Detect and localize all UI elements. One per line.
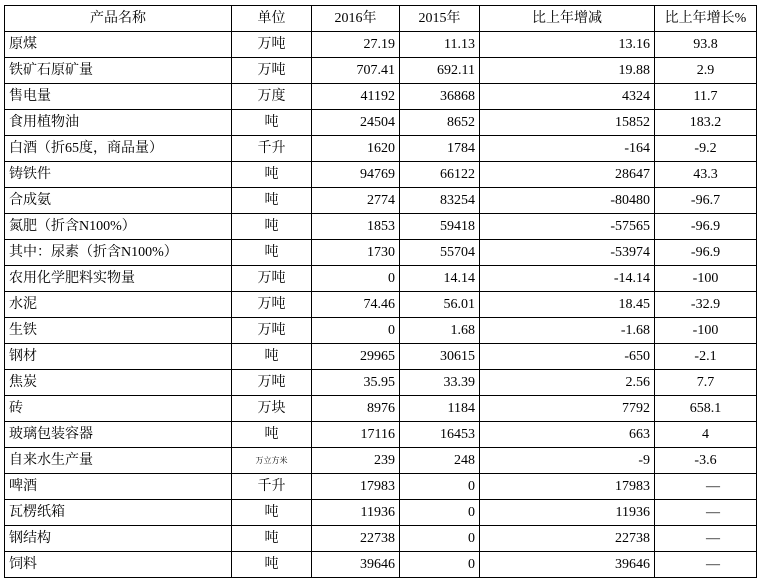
cell-growth-value: — [655, 526, 757, 552]
cell-product-name: 合成氨 [5, 188, 232, 214]
cell-2015-value: 30615 [400, 344, 480, 370]
cell-change-value: 11936 [480, 500, 655, 526]
cell-unit: 吨 [232, 500, 312, 526]
cell-2015-value: 14.14 [400, 266, 480, 292]
cell-growth-value: -96.9 [655, 214, 757, 240]
cell-unit: 吨 [232, 162, 312, 188]
cell-2015-value: 0 [400, 526, 480, 552]
cell-change-value: 7792 [480, 396, 655, 422]
table-row [5, 110, 757, 136]
cell-product-name: 自来水生产量 [5, 448, 232, 474]
cell-2015-value: 0 [400, 552, 480, 578]
table-row [5, 396, 757, 422]
cell-2015-value: 0 [400, 500, 480, 526]
cell-change-value: -53974 [480, 240, 655, 266]
table-row [5, 344, 757, 370]
cell-product-name: 农用化学肥料实物量 [5, 266, 232, 292]
cell-change-value: 2.56 [480, 370, 655, 396]
cell-unit: 万吨 [232, 370, 312, 396]
cell-2016-value: 74.46 [312, 292, 400, 318]
cell-2016-value: 1620 [312, 136, 400, 162]
table-header [5, 6, 757, 32]
cell-2015-value: 36868 [400, 84, 480, 110]
table-body [5, 32, 757, 578]
cell-2016-value: 41192 [312, 84, 400, 110]
table-row [5, 474, 757, 500]
cell-growth-value: 7.7 [655, 370, 757, 396]
table-row [5, 58, 757, 84]
cell-product-name: 白酒（折65度，商品量） [5, 136, 232, 162]
cell-product-name: 食用植物油 [5, 110, 232, 136]
cell-2015-value: 66122 [400, 162, 480, 188]
cell-change-value: 4324 [480, 84, 655, 110]
cell-product-name: 瓦楞纸箱 [5, 500, 232, 526]
table-row [5, 188, 757, 214]
table-row [5, 448, 757, 474]
table-row [5, 292, 757, 318]
cell-2015-value: 83254 [400, 188, 480, 214]
table-row [5, 552, 757, 578]
header-2015: 2015年 [400, 6, 480, 32]
cell-unit: 吨 [232, 552, 312, 578]
cell-growth-value: 11.7 [655, 84, 757, 110]
cell-unit: 万立方米 [232, 448, 312, 474]
cell-change-value: 13.16 [480, 32, 655, 58]
cell-product-name: 售电量 [5, 84, 232, 110]
cell-product-name: 铸铁件 [5, 162, 232, 188]
cell-change-value: 18.45 [480, 292, 655, 318]
cell-product-name: 氮肥（折含N100%） [5, 214, 232, 240]
table-row [5, 266, 757, 292]
cell-unit: 万块 [232, 396, 312, 422]
cell-product-name: 焦炭 [5, 370, 232, 396]
header-row [5, 6, 757, 32]
cell-2016-value: 22738 [312, 526, 400, 552]
cell-2016-value: 1730 [312, 240, 400, 266]
cell-change-value: -164 [480, 136, 655, 162]
header-growth: 比上年增长% [655, 6, 757, 32]
cell-change-value: -80480 [480, 188, 655, 214]
cell-product-name: 啤酒 [5, 474, 232, 500]
cell-2015-value: 1784 [400, 136, 480, 162]
header-unit: 单位 [232, 6, 312, 32]
cell-growth-value: -32.9 [655, 292, 757, 318]
cell-2016-value: 2774 [312, 188, 400, 214]
cell-unit: 吨 [232, 214, 312, 240]
table-row [5, 136, 757, 162]
cell-2016-value: 239 [312, 448, 400, 474]
cell-change-value: 28647 [480, 162, 655, 188]
header-change: 比上年增减 [480, 6, 655, 32]
cell-product-name: 玻璃包装容器 [5, 422, 232, 448]
cell-product-name: 其中：尿素（折含N100%） [5, 240, 232, 266]
cell-2016-value: 27.19 [312, 32, 400, 58]
cell-2016-value: 94769 [312, 162, 400, 188]
cell-2016-value: 24504 [312, 110, 400, 136]
cell-unit: 万吨 [232, 32, 312, 58]
cell-2016-value: 29965 [312, 344, 400, 370]
cell-2016-value: 11936 [312, 500, 400, 526]
cell-unit: 吨 [232, 526, 312, 552]
cell-growth-value: 93.8 [655, 32, 757, 58]
cell-unit: 千升 [232, 474, 312, 500]
cell-change-value: -57565 [480, 214, 655, 240]
cell-unit: 吨 [232, 110, 312, 136]
header-product-name: 产品名称 [5, 6, 232, 32]
cell-growth-value: -96.9 [655, 240, 757, 266]
cell-product-name: 饲料 [5, 552, 232, 578]
cell-unit: 千升 [232, 136, 312, 162]
cell-growth-value: 2.9 [655, 58, 757, 84]
cell-2015-value: 55704 [400, 240, 480, 266]
cell-change-value: 663 [480, 422, 655, 448]
header-2016: 2016年 [312, 6, 400, 32]
cell-growth-value: -3.6 [655, 448, 757, 474]
table-row [5, 422, 757, 448]
table-row [5, 240, 757, 266]
cell-product-name: 钢材 [5, 344, 232, 370]
cell-2015-value: 33.39 [400, 370, 480, 396]
product-output-table [4, 5, 757, 578]
cell-product-name: 砖 [5, 396, 232, 422]
cell-change-value: 19.88 [480, 58, 655, 84]
cell-unit: 万吨 [232, 318, 312, 344]
cell-2016-value: 8976 [312, 396, 400, 422]
cell-unit: 吨 [232, 188, 312, 214]
cell-2016-value: 1853 [312, 214, 400, 240]
table-row [5, 84, 757, 110]
cell-2016-value: 17983 [312, 474, 400, 500]
cell-change-value: -14.14 [480, 266, 655, 292]
cell-product-name: 水泥 [5, 292, 232, 318]
cell-growth-value: 43.3 [655, 162, 757, 188]
table-row [5, 318, 757, 344]
cell-change-value: 15852 [480, 110, 655, 136]
cell-growth-value: — [655, 500, 757, 526]
cell-growth-value: 658.1 [655, 396, 757, 422]
cell-change-value: 39646 [480, 552, 655, 578]
cell-2015-value: 692.11 [400, 58, 480, 84]
cell-2015-value: 1184 [400, 396, 480, 422]
cell-growth-value: -100 [655, 266, 757, 292]
cell-product-name: 铁矿石原矿量 [5, 58, 232, 84]
cell-unit: 吨 [232, 240, 312, 266]
cell-growth-value: -2.1 [655, 344, 757, 370]
cell-2015-value: 16453 [400, 422, 480, 448]
cell-product-name: 钢结构 [5, 526, 232, 552]
cell-2015-value: 248 [400, 448, 480, 474]
cell-unit: 万吨 [232, 266, 312, 292]
cell-unit: 万吨 [232, 58, 312, 84]
table-row [5, 32, 757, 58]
cell-change-value: 22738 [480, 526, 655, 552]
cell-product-name: 生铁 [5, 318, 232, 344]
table-row [5, 500, 757, 526]
cell-2016-value: 0 [312, 266, 400, 292]
cell-change-value: -1.68 [480, 318, 655, 344]
cell-unit: 吨 [232, 344, 312, 370]
cell-2016-value: 17116 [312, 422, 400, 448]
cell-2016-value: 39646 [312, 552, 400, 578]
cell-growth-value: 183.2 [655, 110, 757, 136]
cell-unit: 吨 [232, 422, 312, 448]
cell-2015-value: 8652 [400, 110, 480, 136]
table-row [5, 370, 757, 396]
cell-growth-value: 4 [655, 422, 757, 448]
cell-unit: 万度 [232, 84, 312, 110]
cell-growth-value: -9.2 [655, 136, 757, 162]
cell-change-value: 17983 [480, 474, 655, 500]
cell-2016-value: 707.41 [312, 58, 400, 84]
cell-2016-value: 35.95 [312, 370, 400, 396]
cell-2015-value: 0 [400, 474, 480, 500]
cell-2015-value: 1.68 [400, 318, 480, 344]
cell-change-value: -650 [480, 344, 655, 370]
cell-growth-value: -100 [655, 318, 757, 344]
table-row [5, 162, 757, 188]
table-row [5, 214, 757, 240]
cell-2015-value: 11.13 [400, 32, 480, 58]
cell-growth-value: — [655, 552, 757, 578]
cell-change-value: -9 [480, 448, 655, 474]
table-row [5, 526, 757, 552]
cell-growth-value: -96.7 [655, 188, 757, 214]
cell-2015-value: 56.01 [400, 292, 480, 318]
cell-2016-value: 0 [312, 318, 400, 344]
cell-growth-value: — [655, 474, 757, 500]
cell-unit: 万吨 [232, 292, 312, 318]
cell-product-name: 原煤 [5, 32, 232, 58]
cell-2015-value: 59418 [400, 214, 480, 240]
